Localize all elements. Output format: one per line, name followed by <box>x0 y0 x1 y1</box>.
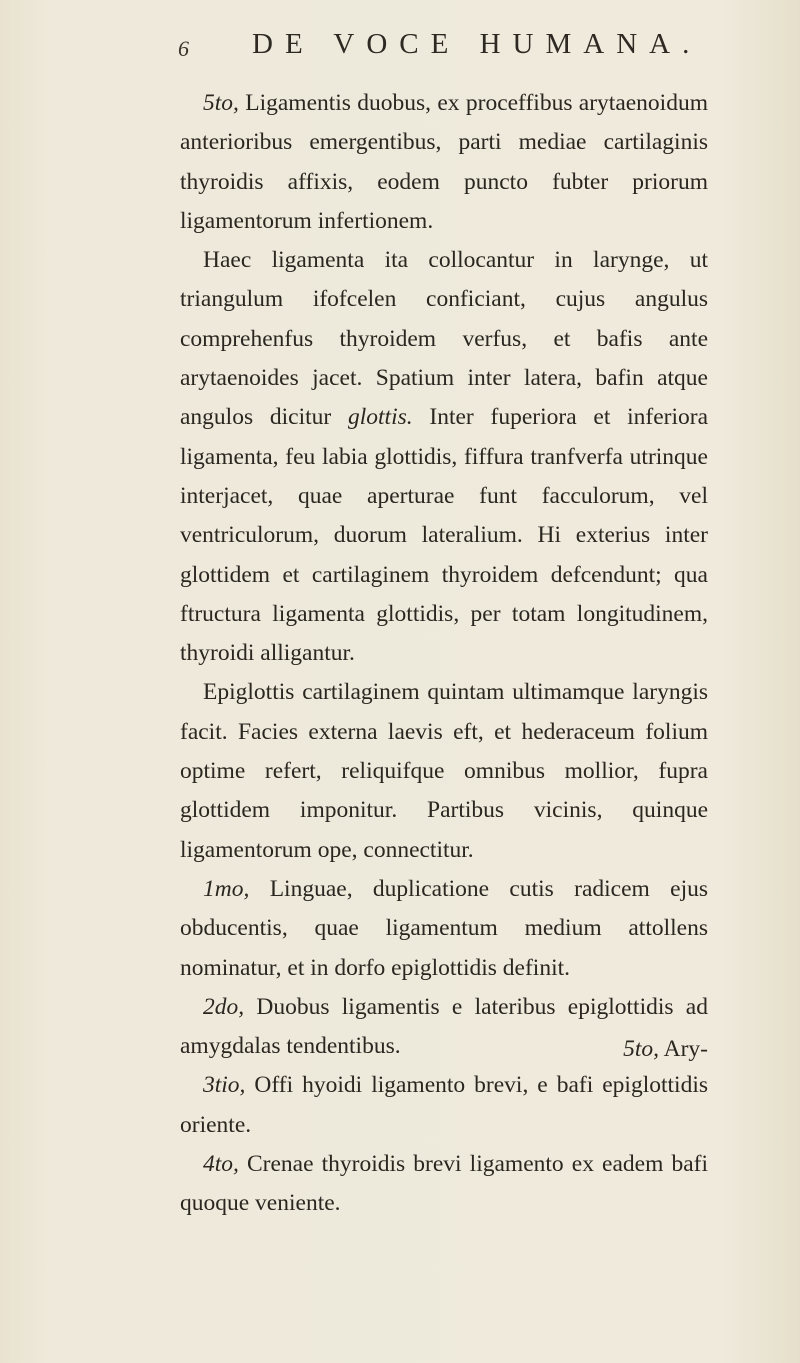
paragraph-text: Duobus ligamentis e lateribus epiglottidis ad amygdalas tendentibus. <box>180 993 708 1060</box>
page-header <box>178 28 702 68</box>
paragraph-text: Epiglottis cartilaginem quintam ultimamque laryngis facit. Facies externa laevis eft, et hederaceum folium optime refert, reliquifque omnibus mollior, fupra glottidem imponitur. Partibus vicinis, quinque ligamentorum ope, connectitur. <box>180 679 708 863</box>
paragraph-numeral: 5to, <box>203 90 239 116</box>
paragraph-glottis <box>180 241 708 673</box>
paragraph-numeral: 2do, <box>203 993 245 1020</box>
paragraph-numeral: 1mo, <box>203 875 250 902</box>
paragraph-epiglottis <box>180 673 708 869</box>
paragraph-tertio <box>180 1066 708 1145</box>
paragraph-numeral: 3tio, <box>203 1072 246 1099</box>
paragraph-text: Offi hyoidi ligamento brevi, e bafi epiglottidis oriente. <box>180 1072 708 1138</box>
paragraph-quarto <box>180 1145 708 1224</box>
catchword-text: Ary- <box>659 1036 708 1062</box>
term-glottis: glottis. <box>347 404 413 431</box>
catchword-numeral: 5to, <box>623 1036 660 1062</box>
running-title: DE VOCE HUMANA. <box>252 28 702 60</box>
catchword <box>623 1036 708 1063</box>
paragraph-primo <box>180 870 708 988</box>
paragraph-text: Ligamentis duobus, ex proceffibus arytaenoidum anterioribus emergentibus, parti mediae cartilaginis thyroidis affixis, eodem puncto fubter priorum ligamentorum infertionem. <box>180 90 708 234</box>
paragraph-text-continued: Inter fuperiora et inferiora ligamenta, feu labia glottidis, fiffura tranfverfa utrinque interjacet, quae aperturae funt facculorum, vel ventriculorum, duorum lateralium. Hi exterius inter glottidem et cartilaginem thyroidem defcendunt; qua ftructura ligamenta glottidis, per totam longitudinem, thyroidi alligantur. <box>180 404 708 667</box>
page-number: 6 <box>178 36 189 61</box>
paragraph-text: Crenae thyroidis brevi ligamento ex eadem bafi quoque veniente. <box>180 1151 708 1217</box>
paragraph-numeral: 4to, <box>203 1151 239 1178</box>
paragraph-text: Linguae, duplicatione cutis radicem ejus obducentis, quae ligamentum medium attollens nominatur, et in dorfo epiglottidis definit. <box>180 875 708 981</box>
paragraph-text: Haec ligamenta ita collocantur in larynge, ut triangulum ifofcelen conficiant, cujus angulus comprehenfus thyroidem verfus, et bafis ante arytaenoides jacet. Spatium inter latera, bafin atque angulos dicitur <box>180 247 708 431</box>
paragraph-quinto <box>180 84 708 241</box>
